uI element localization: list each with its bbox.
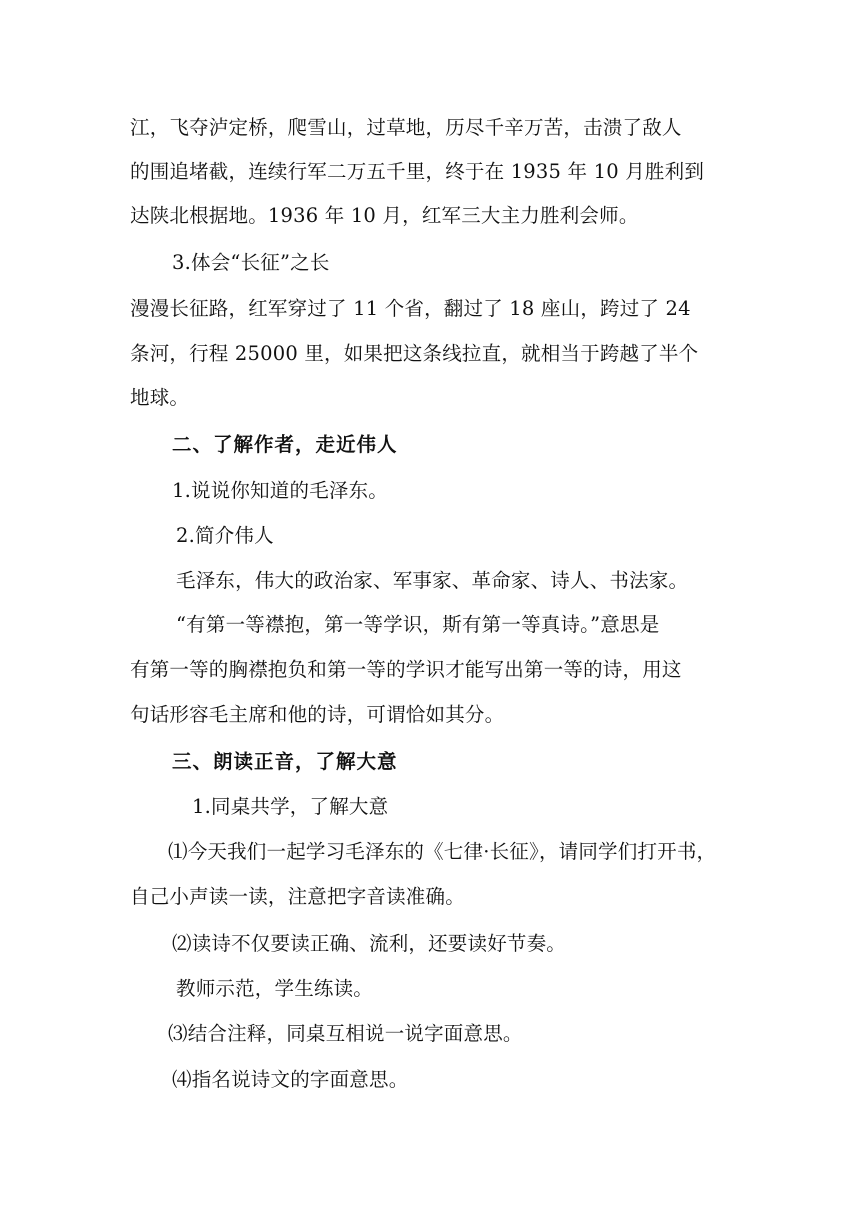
paragraph-line: 教师示范，学生练读。 [176,977,374,1000]
paragraph-line: 句话形容毛主席和他的诗，可谓恰如其分。 [130,703,505,726]
paragraph-line: 的围追堵截，连续行军二万五千里，终于在 1935 年 10 月胜利到 [130,160,705,183]
paragraph-line: 江，飞夺泸定桥，爬雪山，过草地，历尽千辛万苦，击溃了敌人 [130,116,682,139]
step-line: ⑶结合注释，同桌互相说一说字面意思。 [168,1022,523,1045]
list-item: 1.同桌共学，了解大意 [192,795,389,818]
item-title: 3.体会“长征”之长 [172,251,330,274]
paragraph-line: 有第一等的胸襟抱负和第一等的学识才能写出第一等的诗，用这 [130,658,682,681]
step-line: ⑷指名说诗文的字面意思。 [172,1068,409,1091]
step-line: ⑴今天我们一起学习毛泽东的《七律·长征》，请同学们打开书， [168,840,717,863]
list-item: 2.简介伟人 [176,524,274,547]
step-line: ⑵读诗不仅要读正确、流利，还要读好节奏。 [172,932,567,955]
section-heading: 三、朗读正音，了解大意 [172,750,398,773]
paragraph-line: 条河，行程 25000 里，如果把这条线拉直，就相当于跨越了半个 [130,342,699,365]
paragraph-line: 毛泽东，伟大的政治家、军事家、革命家、诗人、书法家。 [176,569,689,592]
paragraph-line: 达陕北根据地。1936 年 10 月，红军三大主力胜利会师。 [130,204,639,227]
paragraph-line: 地球。 [130,386,190,409]
list-item: 1.说说你知道的毛泽东。 [172,479,389,502]
section-heading: 二、了解作者，走近伟人 [172,433,398,456]
paragraph-line: 自己小声读一读，注意把字音读准确。 [130,885,465,908]
paragraph-line: 漫漫长征路，红军穿过了 11 个省，翻过了 18 座山，跨过了 24 [130,297,691,320]
quote-line: “有第一等襟抱，第一等学识，斯有第一等真诗。”意思是 [176,613,660,636]
